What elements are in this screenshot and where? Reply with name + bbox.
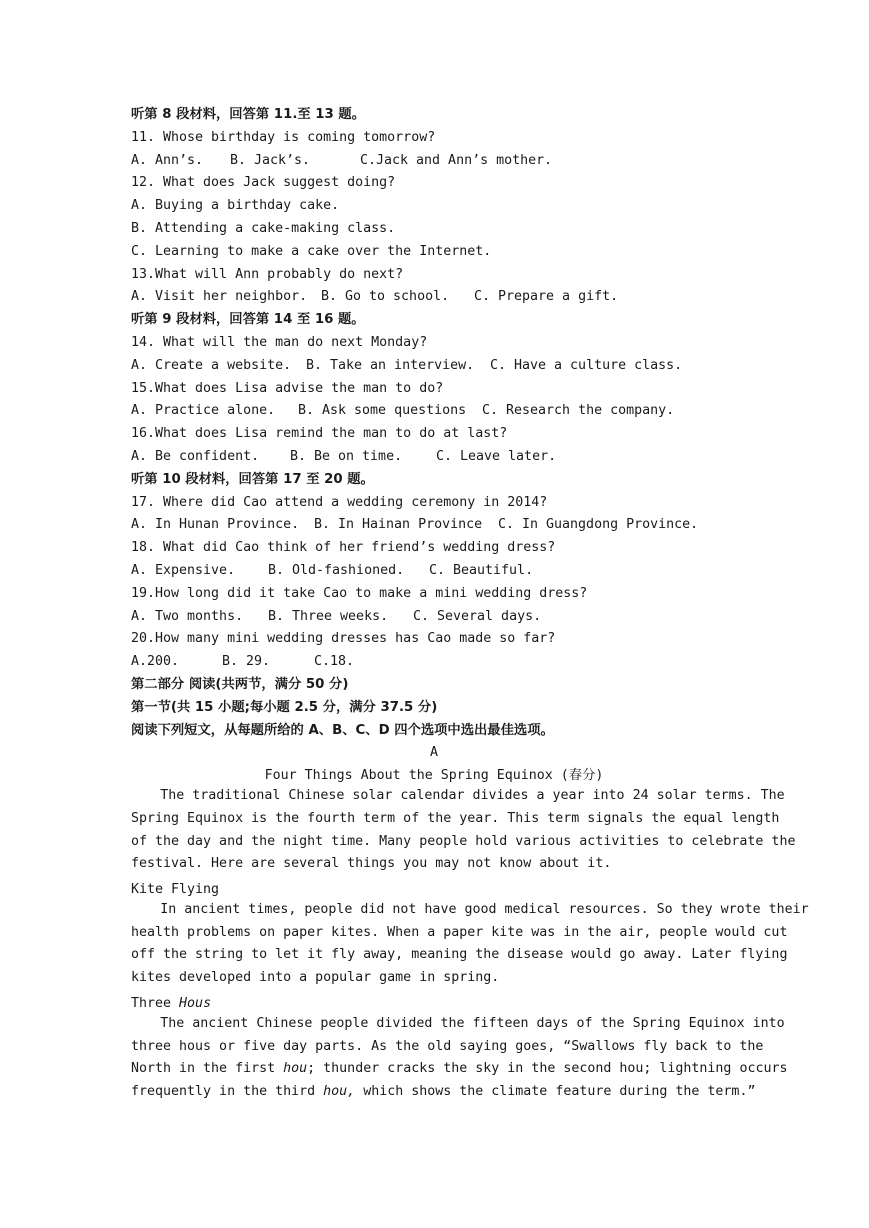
- option-c: C.18.: [314, 654, 355, 670]
- text-run: which shows the climate feature during the term.”: [363, 1084, 756, 1100]
- heading-italic-text: Hous: [179, 996, 212, 1012]
- question-17: 17. Where did Cao attend a wedding ceremony in 2014?: [131, 494, 548, 510]
- exam-page: [131, 104, 809, 1107]
- heading-kite-flying: Kite Flying: [131, 882, 220, 898]
- option-a: A. Two months.: [131, 608, 244, 624]
- option-c: C. Several days.: [413, 608, 542, 624]
- heading-text: Three: [131, 996, 172, 1012]
- option-a: A. Practice alone.: [131, 403, 276, 419]
- option-c: C. Prepare a gift.: [474, 289, 619, 305]
- option-b: B. Old-fashioned.: [268, 562, 405, 578]
- question-18: 18. What did Cao think of her friend’s wedding dress?: [131, 540, 556, 556]
- option-a: A.200.: [131, 654, 180, 670]
- option-b: B. Jack’s.: [230, 152, 311, 168]
- question-19-options: [131, 606, 737, 629]
- question-15: 15.What does Lisa advise the man to do?: [131, 380, 444, 396]
- option-b: B. Ask some questions: [298, 403, 467, 419]
- option-c: C. Have a culture class.: [490, 357, 683, 373]
- question-14-options: [131, 355, 737, 378]
- italic-term: hou,: [323, 1084, 356, 1100]
- question-14: 14. What will the man do next Monday?: [131, 334, 428, 350]
- text-run: ; thunder cracks the sky in the second hou; lightning occurs: [307, 1061, 788, 1077]
- paragraph-line: Spring Equinox is the fourth term of the year. This term signals the equal length: [131, 810, 780, 826]
- option-a: A. Create a website.: [131, 357, 292, 373]
- option-b: B. 29.: [222, 654, 271, 670]
- question-20-options: [131, 651, 737, 674]
- option-a: A. Buying a birthday cake.: [131, 198, 340, 214]
- heading-three-hous: [131, 993, 737, 1016]
- option-b: B. Three weeks.: [268, 608, 389, 624]
- question-13: 13.What will Ann probably do next?: [131, 266, 404, 282]
- question-19: 19.How long did it take Cao to make a mini wedding dress?: [131, 585, 588, 601]
- paragraph-hous: [131, 1015, 788, 1107]
- question-12: 12. What does Jack suggest doing?: [131, 175, 396, 191]
- part-2-title: 第二部分 阅读(共两节，满分 50 分): [131, 676, 349, 692]
- option-c: C.Jack and Ann’s mother.: [360, 152, 553, 168]
- part-2-instructions: 阅读下列短文，从每题所给的 A、B、C、D 四个选项中选出最佳选项。: [131, 722, 554, 738]
- paragraph-line: [131, 1061, 788, 1084]
- option-b: B. Be on time.: [290, 448, 403, 464]
- option-c: C. Research the company.: [482, 403, 675, 419]
- question-15-options: [131, 400, 737, 423]
- question-18-options: [131, 560, 737, 583]
- option-b: B. Go to school.: [321, 289, 450, 305]
- paragraph-line: In ancient times, people did not have good medical resources. So they wrote their: [160, 901, 809, 917]
- option-a: A. Ann’s.: [131, 152, 204, 168]
- paragraph-line: three hous or five day parts. As the old saying goes, “Swallows fly back to the: [131, 1038, 764, 1054]
- section-10-header: 听第 10 段材料，回答第 17 至 20 题。: [131, 471, 374, 487]
- paragraph-kite: [131, 901, 809, 993]
- option-c: C. In Guangdong Province.: [498, 517, 699, 533]
- section-8-header: 听第 8 段材料，回答第 11.至 13 题。: [131, 107, 366, 122]
- question-20: 20.How many mini wedding dresses has Cao made so far?: [131, 631, 556, 647]
- paragraph-line: The ancient Chinese people divided the fifteen days of the Spring Equinox into: [160, 1015, 785, 1031]
- passage-letter: A: [429, 745, 438, 761]
- option-c: C. Beautiful.: [429, 562, 534, 578]
- paragraph-line: health problems on paper kites. When a paper kite was in the air, people would cut: [131, 924, 788, 940]
- question-13-options: [131, 286, 737, 309]
- option-b: B. Take an interview.: [306, 357, 475, 373]
- question-16: 16.What does Lisa remind the man to do at last?: [131, 426, 508, 442]
- text-run: frequently in the third: [131, 1084, 316, 1100]
- question-11-options: [131, 150, 737, 173]
- paragraph-line: off the string to let it fly away, meaning the disease would go away. Later flying: [131, 947, 788, 963]
- paragraph-line: festival. Here are several things you may not know about it.: [131, 856, 612, 872]
- paragraph-line: kites developed into a popular game in spring.: [131, 970, 500, 986]
- option-a: A. Expensive.: [131, 562, 236, 578]
- text-run: North in the first: [131, 1061, 276, 1077]
- paragraph-line: of the day and the night time. Many people hold various activities to celebrate the: [131, 833, 796, 849]
- paragraph-line: [131, 1084, 756, 1107]
- option-c: C. Learning to make a cake over the Internet.: [131, 243, 492, 259]
- paragraph-line: The traditional Chinese solar calendar divides a year into 24 solar terms. The: [160, 787, 785, 803]
- option-c: C. Leave later.: [436, 448, 557, 464]
- italic-term: hou: [283, 1061, 308, 1077]
- option-a: A. In Hunan Province.: [131, 517, 300, 533]
- option-a: A. Visit her neighbor.: [131, 289, 308, 305]
- option-b: B. Attending a cake-making class.: [131, 220, 396, 236]
- question-11: 11. Whose birthday is coming tomorrow?: [131, 129, 436, 145]
- question-16-options: [131, 446, 737, 469]
- part-2-subtitle: 第一节(共 15 小题;每小题 2.5 分，满分 37.5 分): [131, 699, 438, 715]
- section-9-header: 听第 9 段材料，回答第 14 至 16 题。: [131, 312, 365, 328]
- passage-title: Four Things About the Spring Equinox (春分): [264, 768, 604, 784]
- option-a: A. Be confident.: [131, 448, 260, 464]
- question-17-options: [131, 514, 737, 537]
- option-b: B. In Hainan Province: [314, 517, 483, 533]
- paragraph-intro: [131, 787, 796, 879]
